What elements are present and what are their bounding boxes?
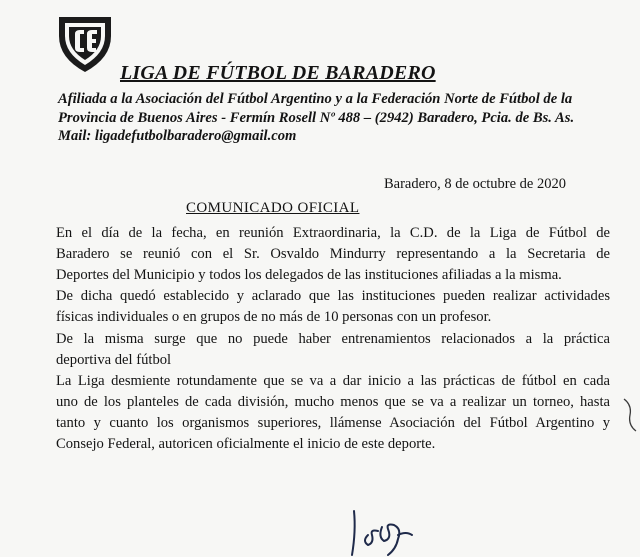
mail-line: Mail: ligadefutbolbaradero@gmail.com: [58, 128, 297, 144]
text-line: Consejo Federal, autoricen oficialmente el inicio de este deporte.: [56, 436, 436, 453]
paragraph-meeting: [56, 223, 610, 286]
text-line: tanto y cuanto los organismos superiores, llámense Asociación del Fútbol Argentino y: [56, 415, 610, 432]
address-line: Provincia de Buenos Aires - Fermín Rosell Nº 488 – (2942) Baradero, Pcia. de Bs. As.: [58, 109, 575, 126]
letter-date: Baradero, 8 de octubre de 2020: [384, 176, 566, 192]
affiliation-block: [58, 90, 618, 146]
text-line: físicas individuales o en grupos de no más de 10 personas con un profesor.: [56, 309, 492, 326]
league-title: LIGA DE FÚTBOL DE BARADERO: [120, 62, 436, 84]
text-line: En el día de la fecha, en reunión Extraordinaria, la C.D. de la Liga de Fútbol de: [56, 225, 610, 241]
affiliation-line: Afiliada a la Asociación del Fútbol Argentino y a la Federación Norte de Fútbol de la: [58, 91, 573, 107]
paragraph-denial: [56, 371, 610, 455]
text-line: deportiva del fútbol: [56, 351, 172, 368]
text-line: La Liga desmiente rotundamente que se va a dar inicio a las prácticas de fútbol en cada: [56, 373, 610, 390]
text-line: uno de los planteles de cada división, mucho menos que se va a realizar un torneo, hasta: [56, 394, 610, 411]
text-line: De la misma surge que no puede haber entrenamientos relacionados a la práctica: [56, 330, 610, 347]
club-shield-logo-icon: [56, 14, 114, 74]
margin-ink-mark: [622, 395, 638, 435]
communique-heading: COMUNICADO OFICIAL: [186, 200, 360, 216]
handwritten-signature-icon: [340, 505, 430, 557]
text-line: Baradero se reunió con el Sr. Osvaldo Mindurry representando a la Secretaria de: [56, 246, 610, 262]
text-line: De dicha quedó establecido y aclarado que las instituciones pueden realizar actividades: [56, 288, 610, 305]
paragraph-activities: [56, 286, 610, 328]
letter-body: [56, 223, 610, 455]
text-line: Deportes del Municipio y todos los delegados de las instituciones afiliadas a la misma.: [56, 267, 562, 283]
paragraph-training: [56, 329, 610, 371]
